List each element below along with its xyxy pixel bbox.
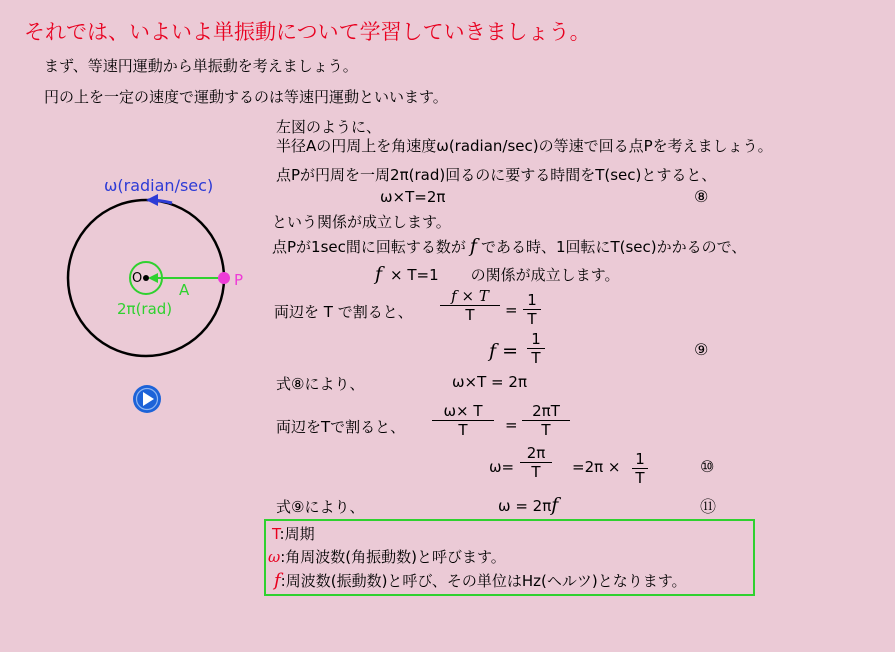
fraction-2pi-t-over-t: $\frac{2\pi T}{T}$ (522, 402, 570, 439)
equals-sign-2: = (505, 416, 518, 434)
intro-line-1: まず、等速円運動から単振動を考えましょう。 (44, 57, 358, 75)
equation-number-10: ⑩ (700, 457, 715, 476)
play-button[interactable] (132, 384, 162, 414)
text-line-8: 両辺をTで割ると、 (276, 418, 406, 436)
equation-f-times-t: f × T=1 の関係が成立します。 (375, 263, 620, 285)
equation-8: ω×T=2π (380, 188, 446, 206)
omega-label: ω(radian/sec) (104, 176, 214, 195)
equation-11: ω = 2πf (498, 494, 559, 516)
page-title: それでは、いよいよ単振動について学習していきましょう。 (24, 20, 591, 44)
radius-label: A (179, 281, 190, 299)
point-p (218, 272, 230, 284)
intro-line-2: 円の上を一定の速度で運動するのは等速円運動といいます。 (44, 88, 448, 106)
definitions-box (264, 519, 755, 596)
fraction-f-t-over-t: $\frac{f \times T}{T}$ (440, 287, 500, 324)
radius-arrowhead (148, 273, 158, 283)
equation-omega-t: ω×T = 2π (452, 373, 527, 391)
origin-dot (143, 275, 149, 281)
text-line-9: 式⑨により、 (276, 498, 365, 516)
text-line-5: 点Pが1sec間に回転する数が f である時、1回転にT(sec)かかるので、 (272, 235, 747, 257)
definition-period: T:周期 (272, 525, 315, 543)
fraction-2pi-over-t: $\frac{2\pi}{T}$ (520, 444, 552, 481)
text-line-1: 左図のように、 (276, 118, 382, 136)
text-line-3: 点Pが円周を一周2π(rad)回るのに要する時間をT(sec)とすると、 (276, 166, 717, 184)
f-equals: f = (489, 340, 518, 362)
circular-motion-diagram (60, 170, 300, 370)
text-line-4: という関係が成立します。 (272, 213, 451, 231)
fraction-one-over-t-2: $\frac{1}{T}$ (527, 330, 545, 367)
equation-number-11: ⑪ (700, 497, 717, 516)
equals-2pi-times: =2π × (572, 458, 621, 476)
origin-label: O (132, 271, 143, 286)
text-line-6: 両辺を T で割ると、 (274, 303, 413, 321)
angle-label: 2π(rad) (117, 300, 173, 318)
text-line-2: 半径Aの円周上を角速度ω(radian/sec)の等速で回る点Pを考えましょう。 (276, 137, 773, 155)
equation-number-9: ⑨ (694, 340, 709, 359)
omega-equals: ω= (489, 458, 515, 476)
direction-arrowhead (146, 194, 158, 206)
point-label: P (234, 271, 244, 289)
text-line-7: 式⑧により、 (276, 375, 365, 393)
equals-sign: = (505, 301, 518, 319)
fraction-one-over-t-3: $\frac{1}{T}$ (632, 450, 648, 487)
equation-number-8: ⑧ (694, 187, 709, 206)
definition-frequency: f:周波数(振動数)と呼び、その単位はHz(ヘルツ)となります。 (274, 570, 687, 591)
fraction-one-over-t: $\frac{1}{T}$ (523, 291, 541, 328)
fraction-omega-t-over-t: $\frac{\omega\times T}{T}$ (432, 402, 494, 439)
definition-angular-frequency: ω:角周波数(角振動数)と呼びます。 (268, 548, 506, 566)
